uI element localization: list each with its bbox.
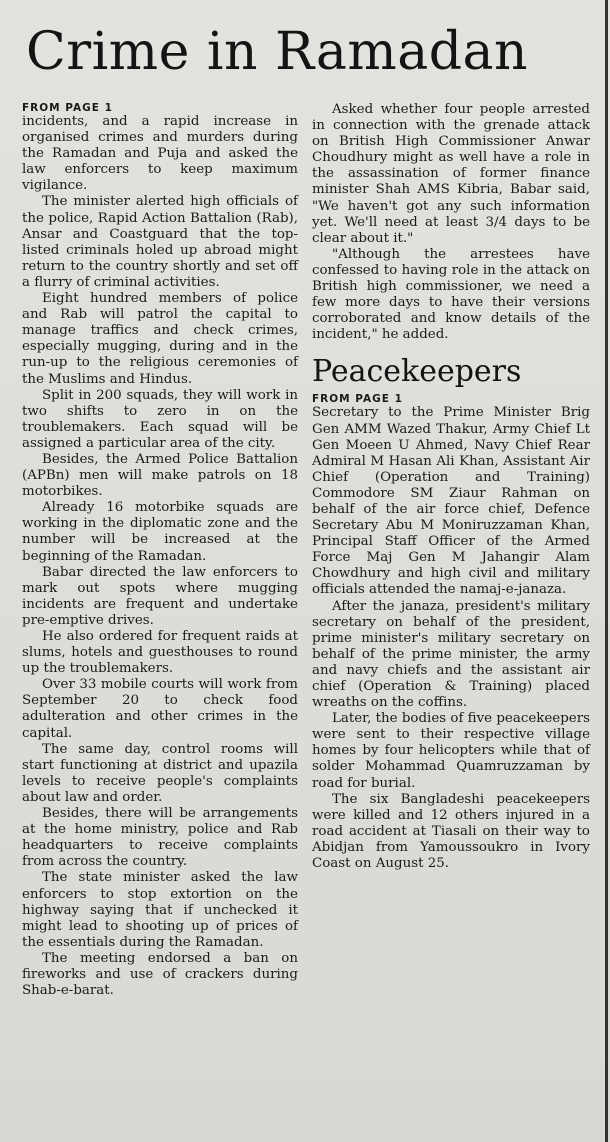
paragraph: "Although the arrestees have confessed to having role in the attack on British high commissioner, we need a few more days to have their versions corroborated and know details of the incident," he added. bbox=[312, 246, 590, 343]
paragraph: Secretary to the Prime Minister Brig Gen AMM Wazed Thakur, Army Chief Lt Gen Moeen U Ahmed, Navy Chief Rear Admiral M Hasan Ali Khan, Assistant Air Chief (Operation and Training) Commodore SM Ziaur Rahman on behalf of the air force chief, Defence Secretary Abu M Moniruzzaman Khan, Principal Staff Officer of the Armed Force Maj Gen M Jahangir Alam Chowdhury and high civil and military officials attended the namaj-e-janaza. bbox=[312, 405, 590, 598]
paragraph: The six Bangladeshi peacekeepers were killed and 12 others injured in a road accident at Tiasali on their way to Abidjan from Yamoussoukro in Ivory Coast on August 25. bbox=[312, 791, 590, 872]
right-column bbox=[312, 102, 590, 999]
paragraph: He also ordered for frequent raids at slums, hotels and guesthouses to round up the troublemakers. bbox=[22, 629, 298, 677]
paragraph: Asked whether four people arrested in connection with the grenade attack on British High Commissioner Anwar Choudhury might as well have a role in the assassination of former finance minister Shah AMS Kibria, Babar said, "We haven't got any such information yet. We'll need at least 3/4 days to be clear about it." bbox=[312, 102, 590, 246]
paragraph: Later, the bodies of five peacekeepers were sent to their respective village homes by four helicopters while that of solder Mohammad Quamruzzaman by road for burial. bbox=[312, 711, 590, 791]
paragraph: The state minister asked the law enforcers to stop extortion on the highway saying that if unchecked it might lead to shooting up of prices of the essentials during the Ramadan. bbox=[22, 870, 298, 950]
paragraph: Eight hundred members of police and Rab will patrol the capital to manage traffics and check crimes, especially mugging, during and in the run-up to the religious ceremonies of the Muslims and Hindus. bbox=[22, 291, 298, 387]
paragraph: Split in 200 squads, they will work in two shifts to zero in on the troublemakers. Each squad will be assigned a particular area of the city. bbox=[22, 387, 298, 451]
left-column bbox=[22, 102, 298, 999]
paragraph: incidents, and a rapid increase in organised crimes and murders during the Ramadan and Puja and asked the law enforcers to keep maximum vigilance. bbox=[22, 114, 298, 194]
paragraph: The meeting endorsed a ban on fireworks and use of crackers during Shab-e-barat. bbox=[22, 950, 298, 999]
paragraph: Babar directed the law enforcers to mark out spots where mugging incidents are frequent and undertake pre-emptive drives. bbox=[22, 564, 298, 628]
paragraph: Besides, the Armed Police Battalion (APBn) men will make patrols on 18 motorbikes. bbox=[22, 451, 298, 500]
paragraph: Over 33 mobile courts will work from September 20 to check food adulteration and other crimes in the capital. bbox=[22, 677, 298, 741]
paragraph: The minister alerted high officials of the police, Rapid Action Battalion (Rab), Ansar and Coastguard that the top-listed criminals holed up abroad might return to the country shortly and set off a flurry of criminal activities. bbox=[22, 194, 298, 290]
from-page-label: FROM PAGE 1 bbox=[312, 393, 403, 406]
headline: Crime in Ramadan bbox=[26, 22, 528, 82]
article-columns bbox=[22, 102, 598, 999]
from-page-label: FROM PAGE 1 bbox=[22, 102, 113, 114]
subhead-peacekeepers: Peacekeepers bbox=[312, 354, 522, 390]
paragraph: Besides, there will be arrangements at the home ministry, police and Rab headquarters to receive complaints from across the country. bbox=[22, 806, 298, 870]
paragraph: The same day, control rooms will start functioning at district and upazila levels to receive people's complaints about law and order. bbox=[22, 741, 298, 805]
paragraph: After the janaza, president's military secretary on behalf of the president, prime minister's military secretary on behalf of the prime minister, the army and navy chiefs and the assistant air chief (Operation & Training) placed wreaths on the coffins. bbox=[312, 598, 590, 711]
paragraph: Already 16 motorbike squads are working in the diplomatic zone and the number will be increased at the beginning of the Ramadan. bbox=[22, 500, 298, 564]
